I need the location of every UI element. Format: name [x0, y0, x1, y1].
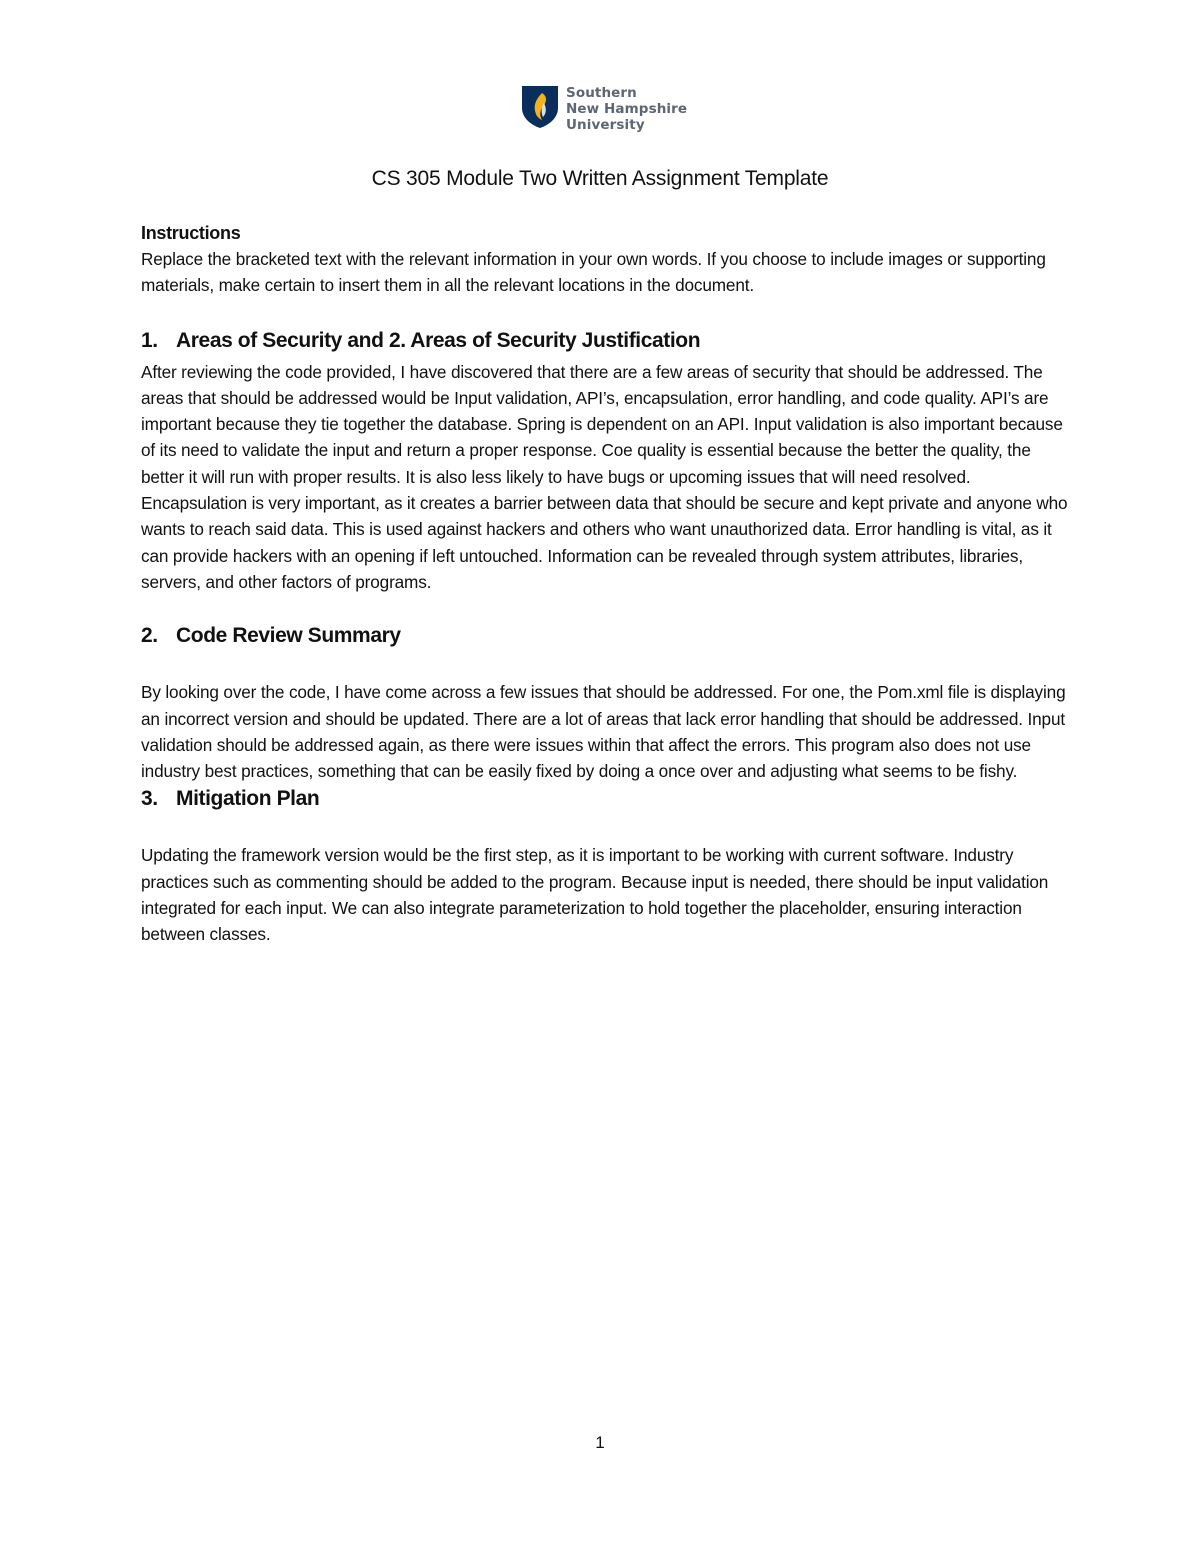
logo-line-3: University: [566, 117, 645, 133]
section-heading-code-review-summary: [141, 623, 1071, 649]
section-heading-mitigation-plan: [141, 786, 1071, 812]
section-number: 2.: [141, 624, 158, 648]
logo-wordmark: [566, 85, 687, 133]
instructions-heading: Instructions: [141, 223, 241, 243]
instructions-text: Replace the bracketed text with the relevant information in your own words. If you choose to include images or supporting materials, make certain to insert them in all the relevant locations in the document.: [141, 249, 1046, 296]
section-title: Mitigation Plan: [176, 787, 320, 811]
section-heading-areas-of-security: [141, 328, 1071, 354]
section-number: 3.: [141, 787, 158, 811]
page-number: 1: [595, 1433, 605, 1452]
university-logo: [520, 84, 687, 133]
section-number: 1.: [141, 328, 158, 352]
document-title: CS 305 Module Two Written Assignment Template: [371, 167, 829, 190]
section-body-code-review-summary: By looking over the code, I have come across a few issues that should be addressed. For one, the Pom.xml file is displaying an incorrect version and should be updated. There are a lot of areas that lack error handling that should be addressed. Input validation should be addressed again, as there were issues within that affect the errors. This program also does not use industry best practices, something that can be easily fixed by doing a once over and adjusting what seems to be fishy.: [141, 682, 1066, 782]
section-body-mitigation-plan: Updating the framework version would be the first step, as it is important to be working with current software. Industry practices such as commenting should be added to the program. Because input is needed, there should be input validation integrated for each input. We can also integrate parameterization to hold together the placeholder, ensuring interaction between classes.: [141, 845, 1049, 945]
section-title: Areas of Security and 2. Areas of Security Justification: [176, 328, 701, 352]
document-body: [141, 220, 1071, 948]
section-title: Code Review Summary: [176, 624, 401, 648]
logo-line-1: Southern: [566, 85, 637, 101]
section-body-areas-of-security: After reviewing the code provided, I have discovered that there are a few areas of security that should be addressed. The areas that should be addressed would be Input validation, API’s, encapsulation, error handling, and code quality. API’s are important because they tie together the database. Spring is dependent on an API. Input validation is also important because of its need to validate the input and return a proper response. Coe quality is essential because the better the quality, the better it will run with proper results. It is also less likely to have bugs or upcoming issues that will need resolved. Encapsulation is very important, as it creates a barrier between data that should be secure and kept private and anyone who wants to reach said data. This is used against hackers and others who want unauthorized data. Error handling is vital, as it can provide hackers with an opening if left untouched. Information can be revealed through system attributes, libraries, servers, and other factors of programs.: [141, 361, 1068, 592]
shield-flame-icon: [520, 84, 560, 130]
logo-line-2: New Hampshire: [566, 101, 688, 117]
